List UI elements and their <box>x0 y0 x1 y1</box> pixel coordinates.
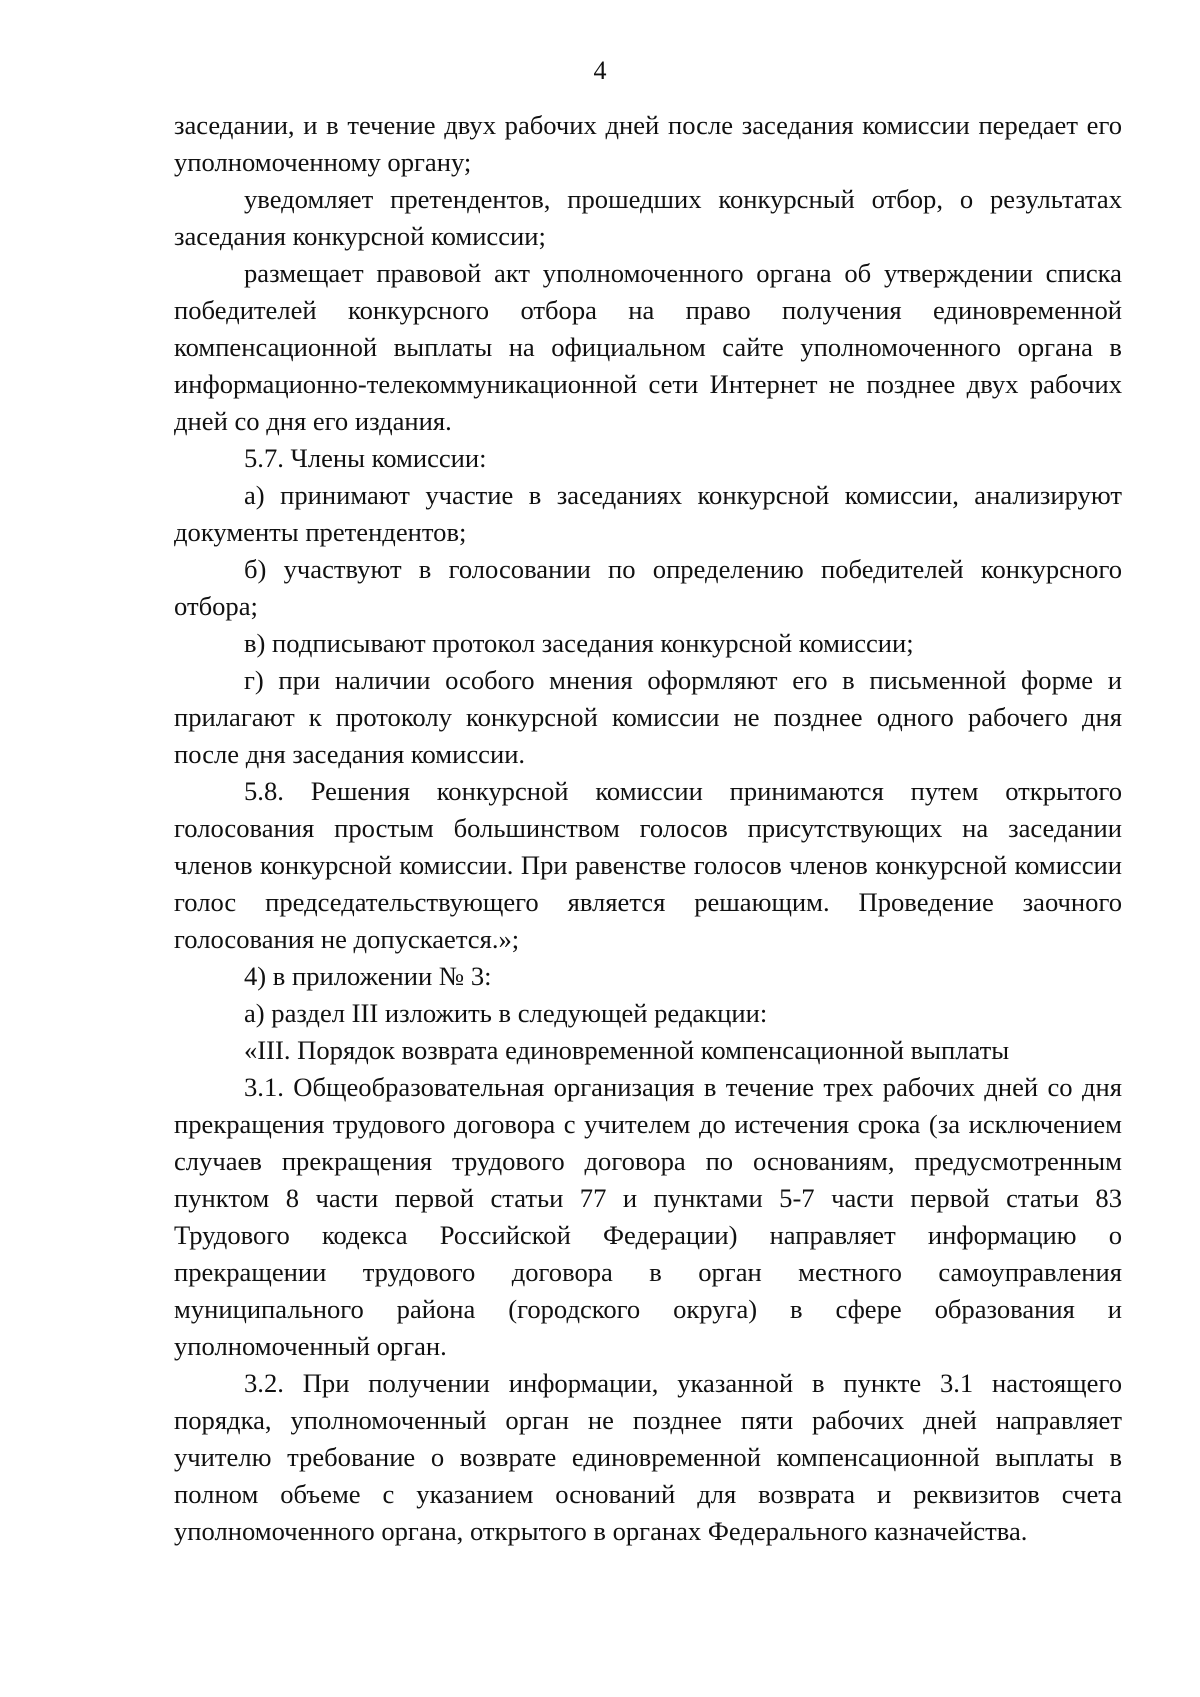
paragraph-3-1: 3.1. Общеобразовательная организация в течение трех рабочих дней со дня прекращения трудового договора с учителем до истечения срока (за исключением случаев прекращения трудового договора по основаниям, предусмотренным пунктом 8 части первой статьи 77 и пунктами 5-7 части первой статьи 83 Трудового кодекса Российской Федерации) направляет информацию о прекращении трудового договора в орган местного самоуправления муниципального района (городского округа) в сфере образования и уполномоченный орган. <box>174 1072 1122 1361</box>
paragraph-notify-applicants: уведомляет претендентов, прошедших конкурсный отбор, о результатах заседания конкурсной комиссии; <box>174 184 1122 251</box>
paragraph-5-7-heading: 5.7. Члены комиссии: <box>244 443 487 473</box>
paragraph-3-2: 3.2. При получении информации, указанной в пункте 3.1 настоящего порядка, уполномоченный орган не позднее пяти рабочих дней направляет учителю требование о возврате единовременной компенсационной выплаты в полном объеме с указанием оснований для возврата и реквизитов счета уполномоченного органа, открытого в органах Федерального казначейства. <box>174 1368 1122 1546</box>
paragraph-publish-act: размещает правовой акт уполномоченного органа об утверждении списка победителей конкурсного отбора на право получения единовременной компенсационной выплаты на официальном сайте уполномоченного органа в информационно-телекоммуникационной сети Интернет не позднее двух рабочих дней со дня его издания. <box>174 258 1122 436</box>
paragraph-appendix-3: 4) в приложении № 3: <box>244 961 492 991</box>
paragraph-5-7-a: а) принимают участие в заседаниях конкурсной комиссии, анализируют документы претендентов; <box>174 480 1122 547</box>
page-number: 4 <box>593 56 607 85</box>
paragraph-5-7-b: б) участвуют в голосовании по определению победителей конкурсного отбора; <box>174 554 1122 621</box>
document-body <box>174 107 1122 1550</box>
paragraph-5-7-v: в) подписывают протокол заседания конкурсной комиссии; <box>244 628 914 658</box>
paragraph-5-8: 5.8. Решения конкурсной комиссии принимаются путем открытого голосования простым большинством голосов присутствующих на заседании членов конкурсной комиссии. При равенстве голосов членов конкурсной комиссии голос председательствующего является решающим. Проведение заочного голосования не допускается.»; <box>174 776 1122 954</box>
paragraph-5-7-g: г) при наличии особого мнения оформляют его в письменной форме и прилагают к протоколу конкурсной комиссии не позднее одного рабочего дня после дня заседания комиссии. <box>174 665 1122 769</box>
paragraph-section-iii-instruction: а) раздел III изложить в следующей редакции: <box>244 998 768 1028</box>
section-iii-title: «III. Порядок возврата единовременной компенсационной выплаты <box>244 1035 1010 1065</box>
paragraph-continuation: заседании, и в течение двух рабочих дней после заседания комиссии передает его уполномоченному органу; <box>174 110 1122 177</box>
